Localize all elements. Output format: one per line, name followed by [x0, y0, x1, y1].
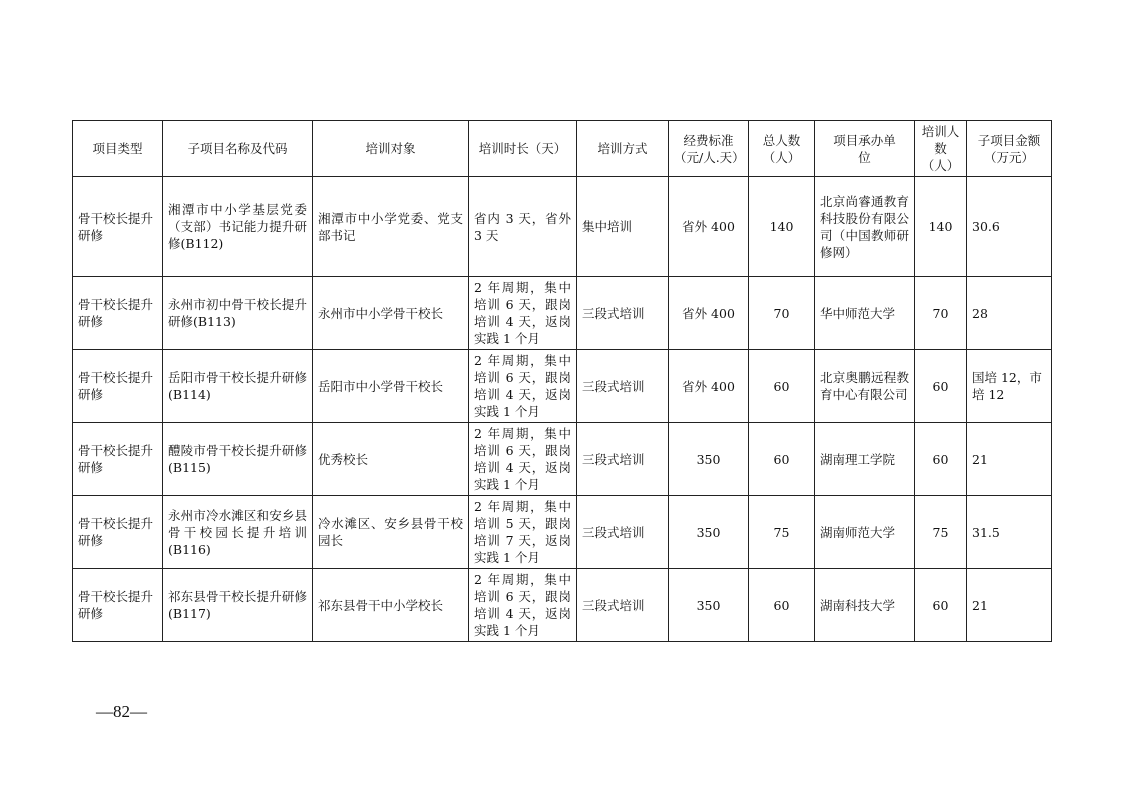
cell-duration: 2 年周期，集中培训 6 天，跟岗培训 4 天，返岗实践 1 个月	[469, 277, 577, 350]
cell-duration: 2 年周期，集中培训 6 天，跟岗培训 4 天，返岗实践 1 个月	[469, 569, 577, 642]
cell-cost-standard: 350	[669, 569, 749, 642]
cell-trainees: 永州市中小学骨干校长	[313, 277, 469, 350]
cell-subproject-name: 永州市冷水滩区和安乡县骨干校园长提升培训(B116)	[163, 496, 313, 569]
cell-subproject-name: 祁东县骨干校长提升研修(B117)	[163, 569, 313, 642]
header-organizer: 项目承办单 位	[815, 121, 915, 177]
cell-trainees: 祁东县骨干中小学校长	[313, 569, 469, 642]
cell-project-type: 骨干校长提升研修	[73, 496, 163, 569]
cell-project-type: 骨干校长提升研修	[73, 277, 163, 350]
header-training-mode: 培训方式	[577, 121, 669, 177]
header-total-people: 总人数（人）	[749, 121, 815, 177]
header-duration: 培训时长（天）	[469, 121, 577, 177]
cell-total-people: 75	[749, 496, 815, 569]
header-subproject-amount: 子项目金额（万元）	[967, 121, 1052, 177]
cell-training-mode: 集中培训	[577, 177, 669, 277]
cell-cost-standard: 350	[669, 496, 749, 569]
cell-subproject-amount: 31.5	[967, 496, 1052, 569]
cell-trainees: 岳阳市中小学骨干校长	[313, 350, 469, 423]
cell-subproject-amount: 21	[967, 569, 1052, 642]
header-trainee-count: 培训人数（人）	[915, 121, 967, 177]
cell-trainees: 冷水滩区、安乡县骨干校园长	[313, 496, 469, 569]
cell-trainee-count: 60	[915, 423, 967, 496]
page-number: —82—	[96, 702, 147, 721]
cell-subproject-name: 湘潭市中小学基层党委（支部）书记能力提升研修(B112)	[163, 177, 313, 277]
cell-trainees: 湘潭市中小学党委、党支部书记	[313, 177, 469, 277]
cell-trainee-count: 140	[915, 177, 967, 277]
table-row	[73, 569, 1052, 642]
cell-project-type: 骨干校长提升研修	[73, 569, 163, 642]
cell-total-people: 70	[749, 277, 815, 350]
cell-training-mode: 三段式培训	[577, 350, 669, 423]
cell-training-mode: 三段式培训	[577, 277, 669, 350]
cell-project-type: 骨干校长提升研修	[73, 350, 163, 423]
cell-organizer: 北京尚睿通教育科技股份有限公司（中国教师研修网）	[815, 177, 915, 277]
cell-training-mode: 三段式培训	[577, 496, 669, 569]
cell-project-type: 骨干校长提升研修	[73, 177, 163, 277]
cell-total-people: 60	[749, 350, 815, 423]
cell-duration: 省内 3 天，省外 3 天	[469, 177, 577, 277]
cell-duration: 2 年周期，集中培训 6 天，跟岗培训 4 天，返岗实践 1 个月	[469, 350, 577, 423]
cell-cost-standard: 350	[669, 423, 749, 496]
cell-project-type: 骨干校长提升研修	[73, 423, 163, 496]
cell-subproject-name: 永州市初中骨干校长提升研修(B113)	[163, 277, 313, 350]
table-row	[73, 423, 1052, 496]
cell-duration: 2 年周期，集中培训 6 天，跟岗培训 4 天，返岗实践 1 个月	[469, 423, 577, 496]
cell-duration: 2 年周期，集中培训 5 天，跟岗培训 7 天，返岗实践 1 个月	[469, 496, 577, 569]
cell-total-people: 60	[749, 569, 815, 642]
cell-trainee-count: 75	[915, 496, 967, 569]
training-projects-table	[72, 120, 1052, 642]
header-subproject-name: 子项目名称及代码	[163, 121, 313, 177]
cell-organizer: 湖南科技大学	[815, 569, 915, 642]
cell-cost-standard: 省外 400	[669, 350, 749, 423]
table-row	[73, 496, 1052, 569]
table-header-row	[73, 121, 1052, 177]
table-row	[73, 177, 1052, 277]
cell-organizer: 湖南理工学院	[815, 423, 915, 496]
cell-organizer: 华中师范大学	[815, 277, 915, 350]
cell-trainee-count: 60	[915, 569, 967, 642]
cell-subproject-amount: 28	[967, 277, 1052, 350]
cell-trainee-count: 70	[915, 277, 967, 350]
cell-total-people: 140	[749, 177, 815, 277]
cell-organizer: 湖南师范大学	[815, 496, 915, 569]
cell-subproject-name: 岳阳市骨干校长提升研修(B114)	[163, 350, 313, 423]
cell-training-mode: 三段式培训	[577, 569, 669, 642]
table-row	[73, 277, 1052, 350]
cell-organizer: 北京奥鹏远程教育中心有限公司	[815, 350, 915, 423]
header-trainees: 培训对象	[313, 121, 469, 177]
header-project-type: 项目类型	[73, 121, 163, 177]
cell-subproject-amount: 30.6	[967, 177, 1052, 277]
cell-training-mode: 三段式培训	[577, 423, 669, 496]
header-cost-standard: 经费标准（元/人.天）	[669, 121, 749, 177]
cell-cost-standard: 省外 400	[669, 177, 749, 277]
cell-trainee-count: 60	[915, 350, 967, 423]
cell-trainees: 优秀校长	[313, 423, 469, 496]
cell-cost-standard: 省外 400	[669, 277, 749, 350]
cell-subproject-amount: 21	[967, 423, 1052, 496]
table-row	[73, 350, 1052, 423]
cell-subproject-name: 醴陵市骨干校长提升研修(B115)	[163, 423, 313, 496]
cell-total-people: 60	[749, 423, 815, 496]
cell-subproject-amount: 国培 12，市培 12	[967, 350, 1052, 423]
